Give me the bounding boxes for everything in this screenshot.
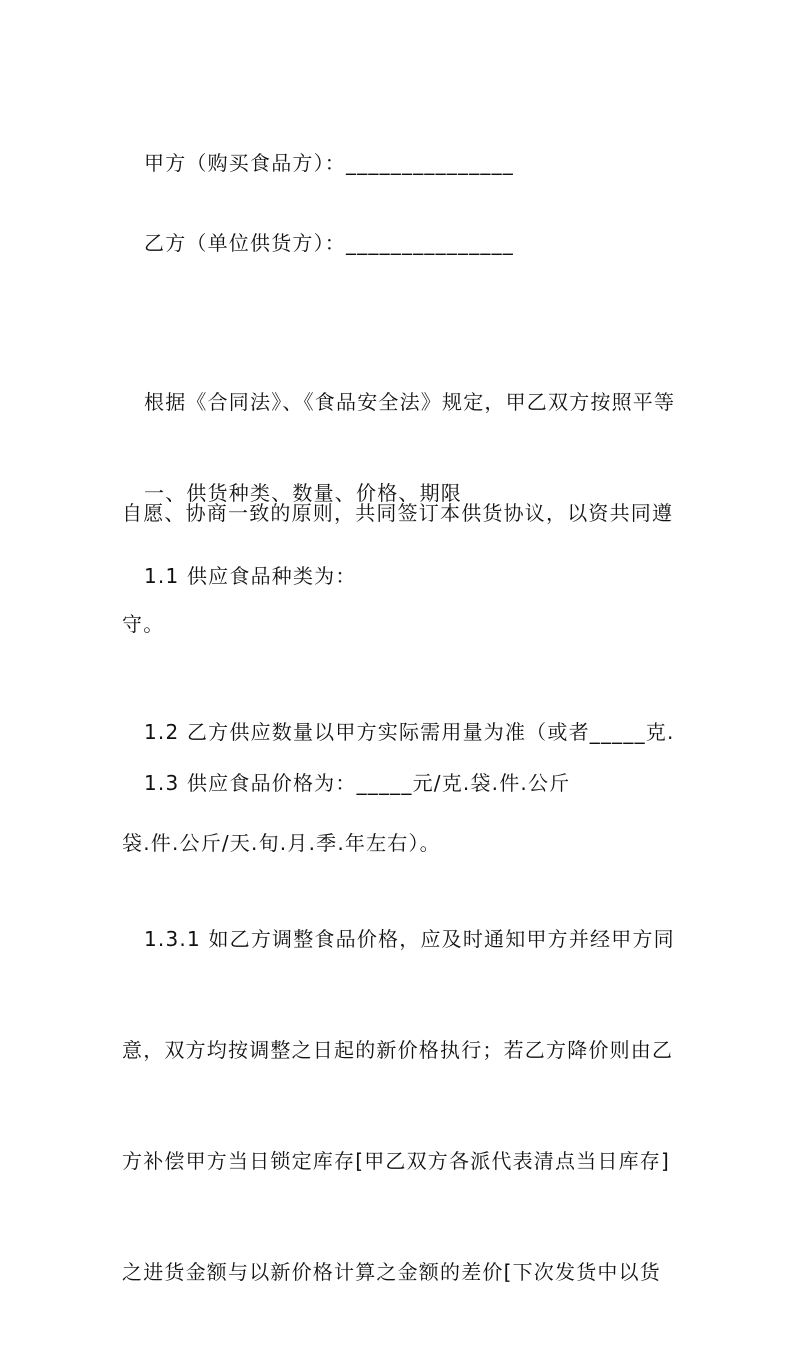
clause-line: 之进货金额与以新价格计算之金额的差价[下次发货中以货 bbox=[122, 1260, 662, 1284]
intro-line: 守。 bbox=[122, 612, 165, 636]
party-a-line: 甲方（购买食品方）：_______________ bbox=[144, 151, 514, 175]
clause-1-1: 1.1 供应食品种类为： bbox=[144, 564, 357, 588]
clause-line: 方补偿甲方当日锁定库存[甲乙双方各派代表清点当日库存] bbox=[122, 1149, 671, 1173]
clause-1-3-1 bbox=[122, 847, 682, 1365]
intro-line: 自愿、协商一致的原则，共同签订本供货协议，以资共同遵 bbox=[122, 501, 674, 525]
party-b-line: 乙方（单位供货方）：_______________ bbox=[144, 231, 514, 255]
clause-line: 1.3.1 如乙方调整食品价格，应及时通知甲方并经甲方同 bbox=[144, 927, 675, 951]
clause-1-3: 1.3 供应食品价格为：_____元/克.袋.件.公斤 bbox=[144, 771, 571, 795]
clause-line: 袋.件.公斤/天.旬.月.季.年左右）。 bbox=[122, 831, 441, 855]
clause-line: 意，双方均按调整之日起的新价格执行；若乙方降价则由乙 bbox=[122, 1038, 674, 1062]
clause-line: 1.2 乙方供应数量以甲方实际需用量为准（或者_____克. bbox=[144, 720, 675, 744]
section-1-heading: 一、供货种类、数量、价格、期限 bbox=[144, 481, 462, 505]
intro-line: 根据《合同法》、《食品安全法》规定，甲乙双方按照平等 bbox=[144, 390, 676, 414]
